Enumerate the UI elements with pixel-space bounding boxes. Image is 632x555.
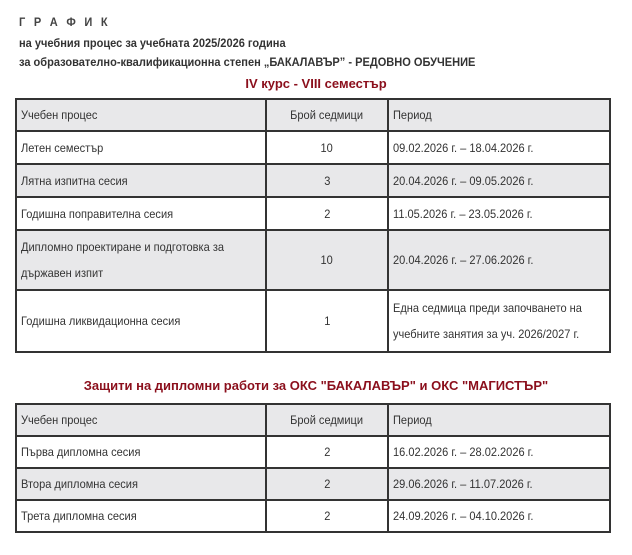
process-cell: Годишна ликвидационна сесия (16, 290, 266, 352)
period-cell: 09.02.2026 г. – 18.04.2026 г. (388, 131, 610, 164)
weeks-cell: 3 (266, 164, 389, 197)
process-cell: Летен семестър (16, 131, 266, 164)
weeks-cell: 1 (266, 290, 389, 352)
table-header-row (16, 404, 610, 436)
column-header-process: Учебен процес (16, 99, 266, 131)
period-cell: Една седмица преди започването на учебните занятия за уч. 2026/2027 г. (388, 290, 610, 352)
semester-schedule-table (15, 98, 611, 353)
process-cell: Трета дипломна сесия (16, 500, 266, 532)
process-cell: Лятна изпитна сесия (16, 164, 266, 197)
weeks-cell: 2 (266, 500, 389, 532)
column-header-process: Учебен процес (16, 404, 266, 436)
period-cell: 16.02.2026 г. – 28.02.2026 г. (388, 436, 610, 468)
table-row (16, 131, 610, 164)
thesis-defense-table (15, 403, 611, 533)
table-row (16, 500, 610, 532)
thesis-defense-title: Защити на дипломни работи за ОКС "БАКАЛАВЪР" и ОКС "МАГИСТЪР" (83, 378, 549, 393)
process-cell: Първа дипломна сесия (16, 436, 266, 468)
degree-line: за образователно-квалификационна степен „БАКАЛАВЪР” - РЕДОВНО ОБУЧЕНИЕ (19, 55, 476, 69)
table-header-row (16, 99, 610, 131)
table-row (16, 164, 610, 197)
weeks-cell: 10 (266, 230, 389, 290)
weeks-cell: 10 (266, 131, 389, 164)
table-row (16, 290, 610, 352)
academic-year-line: на учебния процес за учебната 2025/2026 година (19, 36, 286, 50)
period-cell: 20.04.2026 г. – 27.06.2026 г. (388, 230, 610, 290)
column-header-weeks: Брой седмици (266, 404, 389, 436)
column-header-weeks: Брой седмици (266, 99, 389, 131)
column-header-period: Период (388, 404, 610, 436)
table-row (16, 197, 610, 230)
table-row (16, 230, 610, 290)
process-cell: Втора дипломна сесия (16, 468, 266, 500)
period-cell: 24.09.2026 г. – 04.10.2026 г. (388, 500, 610, 532)
period-cell: 29.06.2026 г. – 11.07.2026 г. (388, 468, 610, 500)
column-header-period: Период (388, 99, 610, 131)
weeks-cell: 2 (266, 197, 389, 230)
schedule-title: Г Р А Ф И К (19, 15, 111, 29)
process-cell: Годишна поправителна сесия (16, 197, 266, 230)
period-cell: 20.04.2026 г. – 09.05.2026 г. (388, 164, 610, 197)
period-cell: 11.05.2026 г. – 23.05.2026 г. (388, 197, 610, 230)
table-row (16, 436, 610, 468)
table-row (16, 468, 610, 500)
course-semester-title: IV курс - VIII семестър (245, 76, 387, 91)
process-cell: Дипломно проектиране и подготовка за държавен изпит (16, 230, 266, 290)
weeks-cell: 2 (266, 436, 389, 468)
weeks-cell: 2 (266, 468, 389, 500)
